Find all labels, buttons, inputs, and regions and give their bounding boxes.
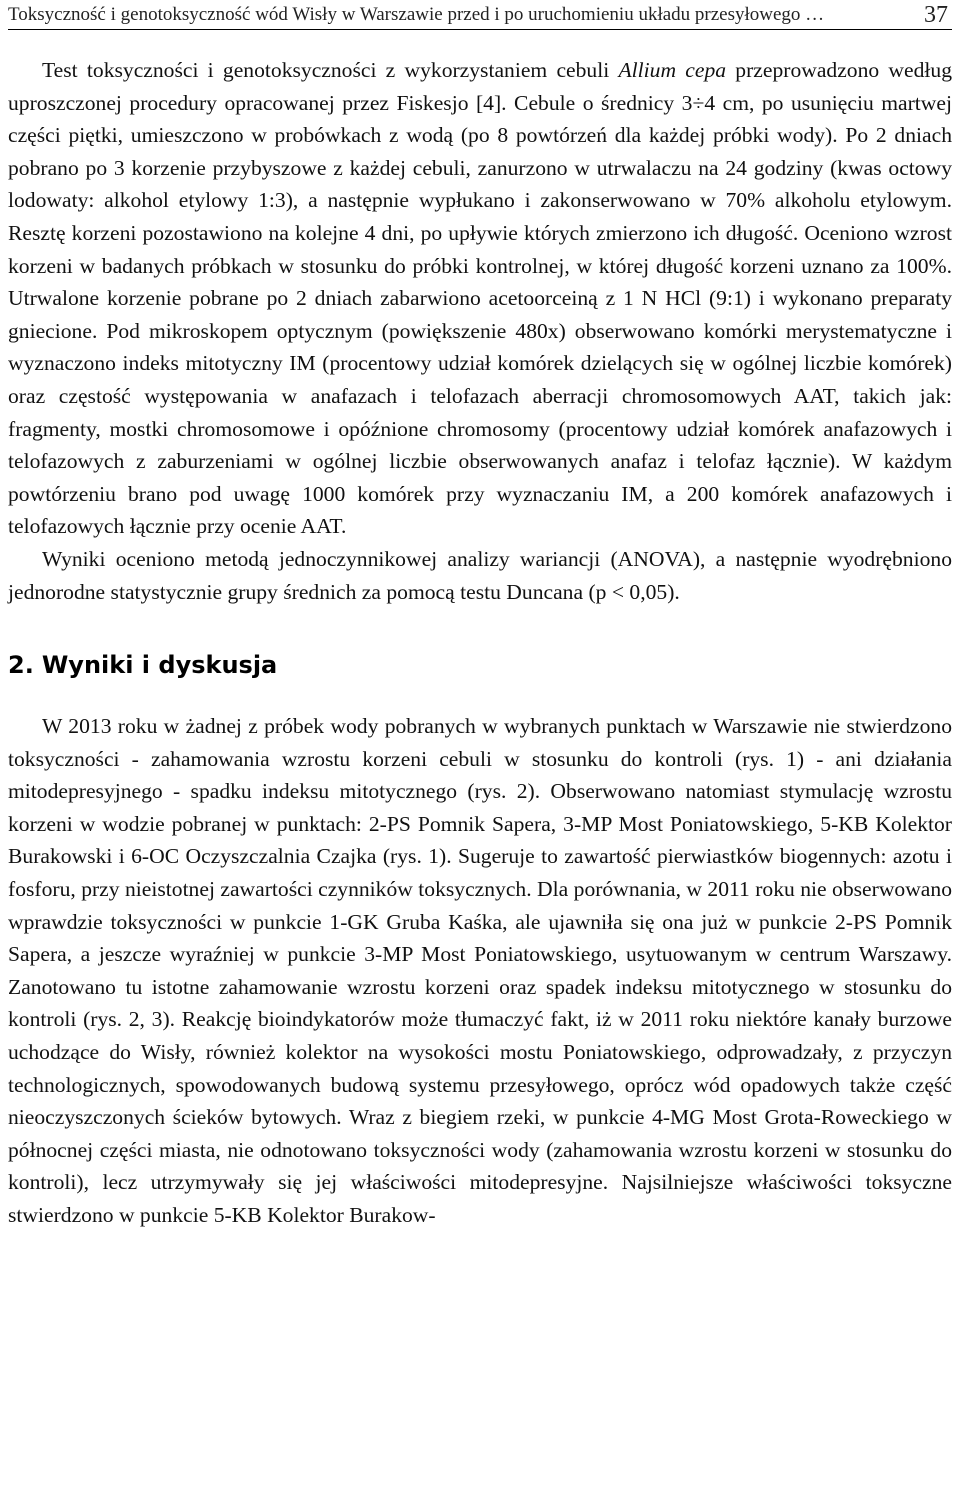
section-heading (8, 650, 952, 680)
section-number: 2. (8, 651, 34, 680)
results-paragraph: W 2013 roku w żadnej z próbek wody pobranych w wybranych punktach w Warszawie nie stwierdzono toksyczności - zahamowania wzrostu korzeni cebuli w stosunku do kontroli (rys. 1) - ani działania mitodepresyjnego - spadku indeksu mitotycznego (rys. 2). Obserwowano natomiast stymulację wzrostu korzeni w wodzie pobranej w punktach: 2-PS Pomnik Sapera, 3-MP Most Poniatowskiego, 5-KB Kolektor Burakowski i 6-OC Oczyszczalnia Czajka (rys. 1). Sugeruje to zawartość pierwiastków biogennych: azotu i fosforu, przy nieistotnej zawartości czynników toksycznych. Dla porównania, w 2011 roku nie obserwowano wprawdzie toksyczności w punkcie 1-GK Gruba Kaśka, ale ujawniła się ona już w punkcie 2-PS Pomnik Sapera, a jeszcze wyraźniej w punkcie 3-MP Most Poniatowskiego, usytuowanym w centrum Warszawy. Zanotowano tu istotne zahamowanie wzrostu korzeni oraz spadek indeksu mitotycznego w stosunku do kontroli (rys. 2, 3). Reakcję bioindykatorów może tłumaczyć fakt, iż w 2011 roku niektóre kanały burzowe uchodzące do Wisły, również kolektor na wysokości mostu Poniatowskiego, odprowadzały, z przyczyn technologicznych, spowodowanych budową systemu przesyłowego, oprócz wód opadowych także część nieoczyszczonych ścieków bytowych. Wraz z biegiem rzeki, w punkcie 4-MG Most Grota-Roweckiego w północnej części miasta, nie odnotowano toksyczności wody (zahamowania wzrostu korzeni w stosunku do kontroli), lecz utrzymywały się jej właściwości mitodepresyjne. Najsilniejsze właściwości toksyczne stwierdzono w punkcie 5-KB Kolektor Burakow- (8, 714, 952, 1227)
species-name: Allium cepa (618, 58, 727, 82)
statistics-paragraph: Wyniki oceniono metodą jednoczynnikowej analizy wariancji (ANOVA), a następnie wyodrębniono jednorodne statystycznie grupy średnich za pomocą testu Duncana (p < 0,05). (8, 546, 952, 604)
body-text (8, 54, 952, 1232)
methods-text-rest: przeprowadzono według uproszczonej procedury opracowanej przez Fiskesjo [4]. Cebule o średnicy 3÷4 cm, po usunięciu martwej części piętki, umieszczono w probówkach z wodą (po 8 powtórzeń dla każdej próbki wody). Po 2 dniach pobrano po 3 korzenie przybyszowe z każdej cebuli, zanurzono w utrwalaczu na 24 godziny (kwas octowy lodowaty: alkohol etylowy 1:3), a następnie wypłukano i zakonserwowano w 70% alkoholu etylowym. Resztę korzeni pozostawiono na kolejne 4 dni, po upływie których zmierzono ich długość. Oceniono wzrost korzeni w badanych próbkach w stosunku do próbki kontrolnej, w której długość korzeni uznano za 100%. Utrwalone korzenie pobrane po 2 dniach zabarwiono acetoorceiną z 1 N HCl (9:1) i wykonano preparaty gniecione. Pod mikroskopem optycznym (powiększenie 480x) obserwowano komórki merystematyczne i wyznaczono indeks mitotyczny IM (procentowy udział komórek dzielących się w ogólnej liczbie komórek) oraz częstość występowania w anafazach i telofazach aberracji chromosomowych AAT, takich jak: fragmenty, mostki chromosomowe i opóźnione chromosomy (procentowy udział komórek anafazowych i telofazowych z zaburzeniami w ogólnej liczbie obserwowanych anafaz i telofaz łącznie). W każdym powtórzeniu brano pod uwagę 1000 komórek przy wyznaczaniu IM, a 200 komórek anafazowych i telofazowych łącznie przy ocenie AAT. (8, 58, 952, 539)
section-title: Wyniki i dyskusja (41, 651, 278, 680)
page-number: 37 (924, 2, 948, 28)
running-header (8, 0, 952, 30)
methods-text-start: Test toksyczności i genotoksyczności z wykorzystaniem cebuli (42, 58, 619, 82)
running-title: Toksyczność i genotoksyczność wód Wisły w Warszawie przed i po uruchomieniu układu przesyłowego … (8, 4, 825, 25)
methods-paragraph (8, 54, 952, 543)
